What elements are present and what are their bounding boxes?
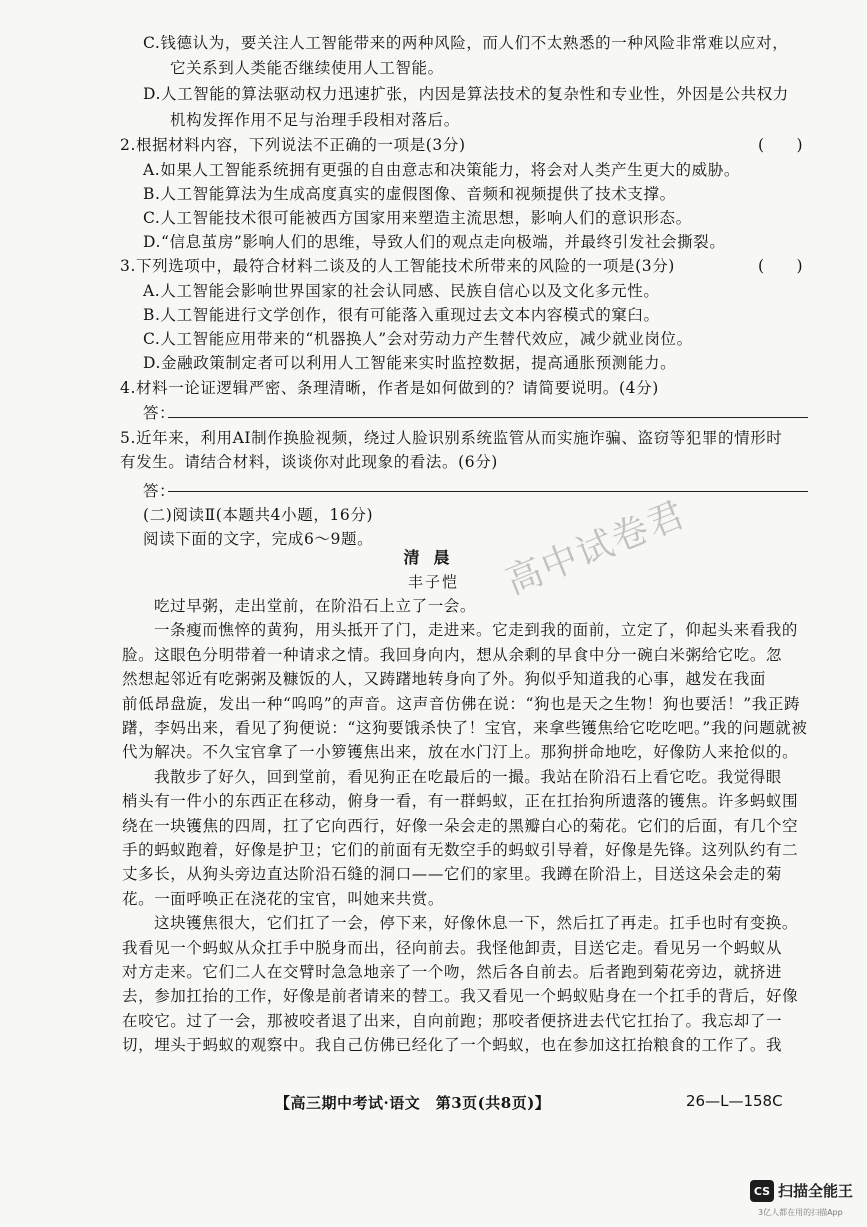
answer-line-q5 — [168, 491, 808, 492]
answer-bracket-q3: ( ) — [758, 257, 804, 275]
story-line: 我看见一个蚂蚁从众扛手中脱身而出，径向前去。我怪他卸责，目送它走。看见另一个蚂蚁从 — [122, 938, 783, 957]
story-line: 我散步了好久，回到堂前，看见狗正在吃最后的一撮。我站在阶沿石上看它吃。我觉得眼 — [154, 767, 782, 786]
story-line: 对方走来。它们二人在交臂时急急地亲了一个吻，然后各自前去。后者跑到菊花旁边，就挤进 — [122, 963, 783, 981]
text-line: C.人工智能应用带来的“机器换人”会对劳动力产生替代效应，减少就业岗位。 — [143, 330, 693, 348]
watermark-stamp: 高中试卷君 — [500, 493, 692, 603]
text-line: D.金融政策制定者可以利用人工智能来实时监控数据，提高通胀预测能力。 — [143, 354, 677, 372]
text-line: 机构发挥作用不足与治理手段相对落后。 — [170, 111, 460, 129]
story-line: 脸。这眼色分明带着一种请求之情。我回身向内，想从余剩的早食中分一碗白米粥给它吃。忽 — [122, 645, 783, 664]
page-footer: 【高三期中考试·语文 第3页(共8页)】 — [275, 1094, 551, 1112]
story-line: 在咬它。过了一会，那被咬者退了出来，自向前跑；那咬者便挤进去代它扛抬了。我忘却了一 — [122, 1011, 783, 1030]
story-line: 躇，李妈出来，看见了狗便说：“这狗要饿杀快了！宝官，来拿些镬焦给它吃吃吧。”我的问题就被 — [122, 719, 808, 737]
text-line: C.人工智能技术很可能被西方国家用来塑造主流思想，影响人们的意识形态。 — [143, 209, 692, 227]
text-line: 阅读下面的文字，完成6～9题。 — [143, 530, 374, 548]
answer-line-q4 — [168, 417, 808, 418]
story-line: 前低昂盘旋，发出一种“呜呜”的声音。这声音仿佛在说：“狗也是天之生物！狗也要活！”我正踌 — [122, 694, 801, 713]
text-line: 5.近年来，利用AI制作换脸视频，绕过人脸识别系统监管从而实施诈骗、盗窃等犯罪的情形时 — [120, 429, 783, 447]
story-line: 绕在一块镬焦的四周，扛了它向西行，好像一朵会走的黑瓣白心的菊花。它们的后面，有几个空 — [122, 816, 799, 835]
story-line: 丈多长，从狗头旁边直达阶沿石缝的洞口——它们的家里。我蹲在阶沿上，目送这朵会走的菊 — [122, 865, 783, 884]
story-title: 清晨 — [403, 548, 464, 567]
answer-bracket-q2: ( ) — [758, 136, 804, 154]
text-line: 3.下列选项中，最符合材料二谈及的人工智能技术所带来的风险的一项是(3分) — [120, 257, 675, 275]
story-line: 切，埋头于蚂蚁的观察中。我自己仿佛已经化了一个蚂蚁，也在参加这扛抬粮食的工作了。我 — [122, 1036, 783, 1055]
story-line: 一条瘦而憔悴的黄狗，用头抵开了门，走进来。它走到我的面前，立定了，仰起头来看我的 — [154, 621, 799, 640]
story-line: 这块镬焦很大，它们扛了一会，停下来，好像休息一下，然后扛了再走。扛手也时有变换。 — [154, 914, 799, 933]
text-line: A.人工智能会影响世界国家的社会认同感、民族自信心以及文化多元性。 — [143, 282, 660, 300]
story-line: 吃过早粥，走出堂前，在阶沿石上立了一会。 — [154, 597, 477, 615]
text-line: C.钱德认为，要关注人工智能带来的两种风险，而人们不太熟悉的一种风险非常难以应对， — [143, 34, 789, 52]
story-line: 梢头有一件小的东西正在移动，俯身一看，有一群蚂蚁，正在扛抬狗所遗落的镬焦。许多蚂蚁围 — [122, 792, 799, 811]
camscanner-brand: 扫描全能王 — [778, 1182, 854, 1200]
text-line: D.人工智能的算法驱动权力迅速扩张，内因是算法技术的复杂性和专业性，外因是公共权力 — [143, 85, 789, 103]
story-author: 丰子恺 — [407, 573, 459, 591]
text-line: 有发生。请结合材料，谈谈你对此现象的看法。(6分) — [120, 453, 498, 471]
text-line: B.人工智能算法为生成高度真实的虚假图像、音频和视频提供了技术支撑。 — [143, 185, 676, 203]
text-line: 它关系到人类能否继续使用人工智能。 — [170, 59, 444, 77]
text-line: 4.材料一论证逻辑严密、条理清晰，作者是如何做到的？请简要说明。(4分) — [120, 379, 659, 397]
story-line: 手的蚂蚁跑着，好像是护卫；它们的前面有无数空手的蚂蚁引导着，好像是先锋。这列队约有二 — [122, 841, 799, 859]
text-line: 答： — [143, 482, 176, 500]
paper-code: 26—L—158C — [686, 1092, 783, 1110]
story-line: 代为解决。不久宝官拿了一小箩镬焦出来，放在水门汀上。那狗拼命地吃，好像防人来抢似的。 — [122, 743, 799, 762]
story-line: 然想起邻近有吃粥粥及糠饭的人，又踌躇地转身向了外。狗似乎知道我的心事，越发在我面 — [122, 670, 767, 689]
story-line: 花。一面呼唤正在浇花的宝官，叫她来共赏。 — [122, 889, 445, 908]
camscanner-tagline: 3亿人都在用的扫描App — [758, 1208, 843, 1217]
text-line: B.人工智能进行文学创作，很有可能落入重现过去文本内容模式的窠臼。 — [143, 306, 660, 324]
text-line: 答： — [143, 404, 176, 422]
text-line: A.如果人工智能系统拥有更强的自由意志和决策能力，将会对人类产生更大的威胁。 — [143, 161, 740, 179]
text-line: (二)阅读Ⅱ(本题共4小题，16分) — [143, 506, 374, 524]
text-line: D.“信息茧房”影响人们的思维，导致人们的观点走向极端，并最终引发社会撕裂。 — [143, 233, 726, 251]
story-line: 去，参加扛抬的工作，好像是前者请来的替工。我又看见一个蚂蚁贴身在一个扛手的背后，好像 — [122, 987, 799, 1006]
camscanner-logo-icon: CS — [750, 1180, 774, 1202]
text-line: 2.根据材料内容，下列说法不正确的一项是(3分) — [120, 136, 466, 154]
